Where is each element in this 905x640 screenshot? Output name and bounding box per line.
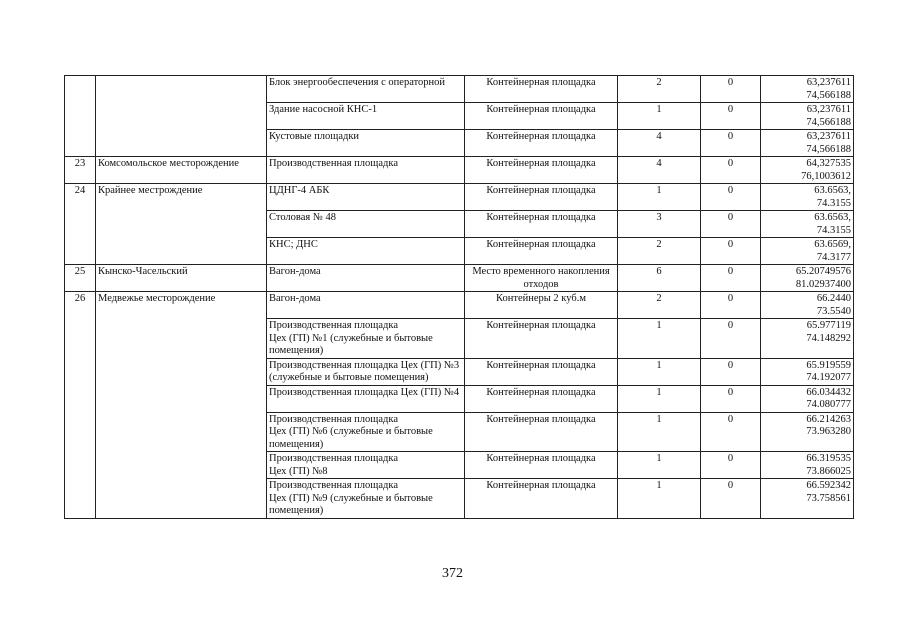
object-name: Блок энергообеспечения с операторной <box>267 76 465 103</box>
zero-value: 0 <box>701 265 761 292</box>
storage-type: Контейнерная площадка <box>465 157 618 184</box>
storage-type: Место временного накопления отходов <box>465 265 618 292</box>
storage-type: Контейнерная площадка <box>465 130 618 157</box>
object-name: Производственная площадка Цех (ГП) №8 <box>267 452 465 479</box>
coordinates: 65.977119 74.148292 <box>761 319 854 359</box>
row-number <box>65 76 96 157</box>
deposit-name <box>96 76 267 157</box>
table-row <box>65 292 854 319</box>
coordinates: 63.6563, 74.3155 <box>761 184 854 211</box>
zero-value: 0 <box>701 211 761 238</box>
object-name: Производственная площадка Цех (ГП) №4 <box>267 385 465 412</box>
object-name: Производственная площадка Цех (ГП) №3 (служебные и бытовые помещения) <box>267 358 465 385</box>
storage-type: Контейнерная площадка <box>465 238 618 265</box>
object-name: КНС; ДНС <box>267 238 465 265</box>
storage-type: Контейнерная площадка <box>465 385 618 412</box>
object-name: Производственная площадка Цех (ГП) №9 (служебные и бытовые помещения) <box>267 479 465 519</box>
object-name: Столовая № 48 <box>267 211 465 238</box>
coordinates: 66.319535 73.866025 <box>761 452 854 479</box>
table-row <box>65 76 854 103</box>
zero-value: 0 <box>701 358 761 385</box>
storage-type: Контейнерная площадка <box>465 211 618 238</box>
row-number: 25 <box>65 265 96 292</box>
container-count: 1 <box>618 184 701 211</box>
object-name: ЦДНГ-4 АБК <box>267 184 465 211</box>
zero-value: 0 <box>701 103 761 130</box>
coordinates: 63,237611 74,566188 <box>761 130 854 157</box>
container-count: 1 <box>618 452 701 479</box>
zero-value: 0 <box>701 292 761 319</box>
deposit-name: Комсомольское месторождение <box>96 157 267 184</box>
object-name: Производственная площадка Цех (ГП) №6 (служебные и бытовые помещения) <box>267 412 465 452</box>
container-count: 2 <box>618 238 701 265</box>
storage-type: Контейнерная площадка <box>465 358 618 385</box>
storage-type: Контейнерная площадка <box>465 103 618 130</box>
coordinates: 66.214263 73.963280 <box>761 412 854 452</box>
coordinates: 65.919559 74.192077 <box>761 358 854 385</box>
storage-type: Контейнерная площадка <box>465 319 618 359</box>
coordinates: 63,237611 74,566188 <box>761 76 854 103</box>
container-count: 4 <box>618 157 701 184</box>
storage-type: Контейнерная площадка <box>465 452 618 479</box>
container-count: 4 <box>618 130 701 157</box>
row-number: 24 <box>65 184 96 265</box>
container-count: 1 <box>618 385 701 412</box>
zero-value: 0 <box>701 385 761 412</box>
table-row <box>65 184 854 211</box>
container-count: 6 <box>618 265 701 292</box>
zero-value: 0 <box>701 319 761 359</box>
zero-value: 0 <box>701 238 761 265</box>
storage-type: Контейнерная площадка <box>465 412 618 452</box>
container-count: 2 <box>618 76 701 103</box>
object-name: Кустовые площадки <box>267 130 465 157</box>
object-name: Производственная площадка Цех (ГП) №1 (служебные и бытовые помещения) <box>267 319 465 359</box>
container-count: 1 <box>618 358 701 385</box>
storage-type: Контейнерная площадка <box>465 76 618 103</box>
waste-sites-table <box>64 75 854 519</box>
coordinates: 63,237611 74,566188 <box>761 103 854 130</box>
page-number: 372 <box>442 566 463 581</box>
storage-type: Контейнерная площадка <box>465 479 618 519</box>
row-number: 26 <box>65 292 96 519</box>
object-name: Производственная площадка <box>267 157 465 184</box>
coordinates: 64,327535 76,1003612 <box>761 157 854 184</box>
storage-type: Контейнеры 2 куб.м <box>465 292 618 319</box>
zero-value: 0 <box>701 412 761 452</box>
zero-value: 0 <box>701 184 761 211</box>
container-count: 1 <box>618 412 701 452</box>
coordinates: 66.592342 73.758561 <box>761 479 854 519</box>
storage-type: Контейнерная площадка <box>465 184 618 211</box>
container-count: 1 <box>618 319 701 359</box>
deposit-name: Крайнее местрождение <box>96 184 267 265</box>
table-row <box>65 157 854 184</box>
zero-value: 0 <box>701 452 761 479</box>
zero-value: 0 <box>701 130 761 157</box>
table-row <box>65 265 854 292</box>
coordinates: 63.6569, 74.3177 <box>761 238 854 265</box>
container-count: 1 <box>618 103 701 130</box>
zero-value: 0 <box>701 76 761 103</box>
container-count: 2 <box>618 292 701 319</box>
coordinates: 66.2440 73.5540 <box>761 292 854 319</box>
container-count: 3 <box>618 211 701 238</box>
deposit-name: Медвежье месторождение <box>96 292 267 519</box>
deposit-name: Кынско-Часельский <box>96 265 267 292</box>
row-number: 23 <box>65 157 96 184</box>
coordinates: 65.20749576 81.02937400 <box>761 265 854 292</box>
object-name: Здание насосной КНС-1 <box>267 103 465 130</box>
coordinates: 66.034432 74.080777 <box>761 385 854 412</box>
object-name: Вагон-дома <box>267 265 465 292</box>
coordinates: 63.6563, 74.3155 <box>761 211 854 238</box>
zero-value: 0 <box>701 479 761 519</box>
container-count: 1 <box>618 479 701 519</box>
zero-value: 0 <box>701 157 761 184</box>
object-name: Вагон-дома <box>267 292 465 319</box>
